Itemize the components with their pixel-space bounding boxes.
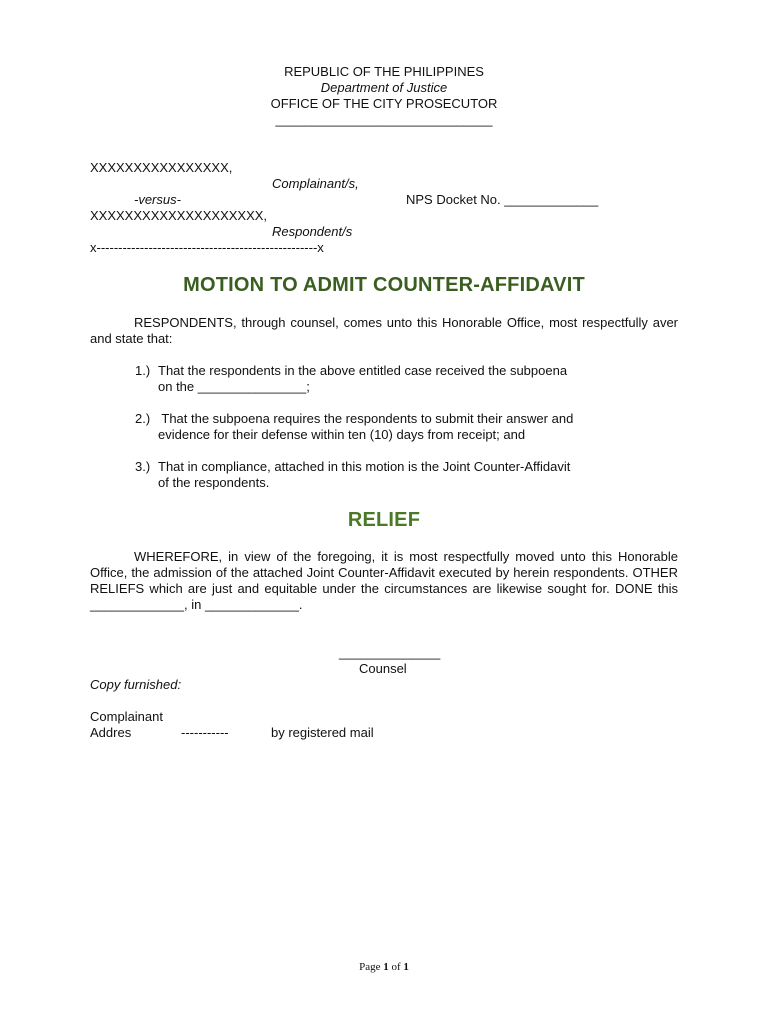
header-office: OFFICE OF THE CITY PROSECUTOR [270, 96, 498, 111]
item-3-line-2: of the respondents. [158, 475, 270, 490]
relief-heading: RELIEF [347, 509, 421, 531]
copy-furnished-address: Addres [90, 725, 132, 740]
header-republic: REPUBLIC OF THE PHILIPPINES [284, 64, 484, 79]
item-1-line-1: That the respondents in the above entitled case received the subpoena [158, 363, 568, 378]
caption-separator: x---------------------------------------------------x [90, 240, 324, 255]
respondent-name: XXXXXXXXXXXXXXXXXXXX, [90, 208, 268, 223]
nps-docket-number: NPS Docket No. _____________ [406, 192, 599, 207]
item-1-number: 1.) [135, 363, 151, 378]
signature-line: ______________ [339, 645, 441, 660]
item-3-number: 3.) [135, 459, 151, 474]
item-2-line-1: That the subpoena requires the respondents to submit their answer and [158, 411, 574, 426]
item-2-number: 2.) [135, 411, 151, 426]
intro-paragraph: RESPONDENTS, through counsel, comes unto this Honorable Office, most respectfully aver and state that: [90, 315, 678, 346]
respondent-label: Respondent/s [272, 224, 353, 239]
page-number-footer [0, 961, 768, 973]
item-3-line-1: That in compliance, attached in this motion is the Joint Counter-Affidavit [158, 459, 571, 474]
footer-total-pages: 1 [403, 961, 409, 973]
complainant-name: XXXXXXXXXXXXXXXX, [90, 160, 233, 175]
copy-furnished-dashes: ----------- [181, 725, 229, 740]
header-department: Department of Justice [320, 80, 448, 95]
versus-label: -versus- [134, 192, 181, 207]
complainant-label: Complainant/s, [272, 176, 359, 191]
document-title: MOTION TO ADMIT COUNTER-AFFIDAVIT [183, 274, 585, 296]
footer-page-word: Page [359, 961, 381, 973]
signature-label: Counsel [359, 661, 407, 676]
footer-of-word: of [391, 961, 401, 973]
copy-furnished-method: by registered mail [271, 725, 374, 740]
copy-furnished-label: Copy furnished: [90, 677, 182, 692]
copy-furnished-name: Complainant [90, 709, 163, 724]
item-1-line-2: on the _______________; [158, 379, 310, 394]
footer-current-page: 1 [383, 961, 389, 973]
relief-paragraph: WHEREFORE, in view of the foregoing, it is most respectfully moved unto this Honorable Office, the admission of the attached Joint Counter-Affidavit executed by herein respondents. OTHER RELIEFS which are just and equitable under the circumstances are likewise sought for. DONE this _____________, in _____________. [90, 549, 678, 612]
header-underline: ______________________________ [275, 112, 493, 127]
item-2-line-2: evidence for their defense within ten (10) days from receipt; and [158, 427, 526, 442]
